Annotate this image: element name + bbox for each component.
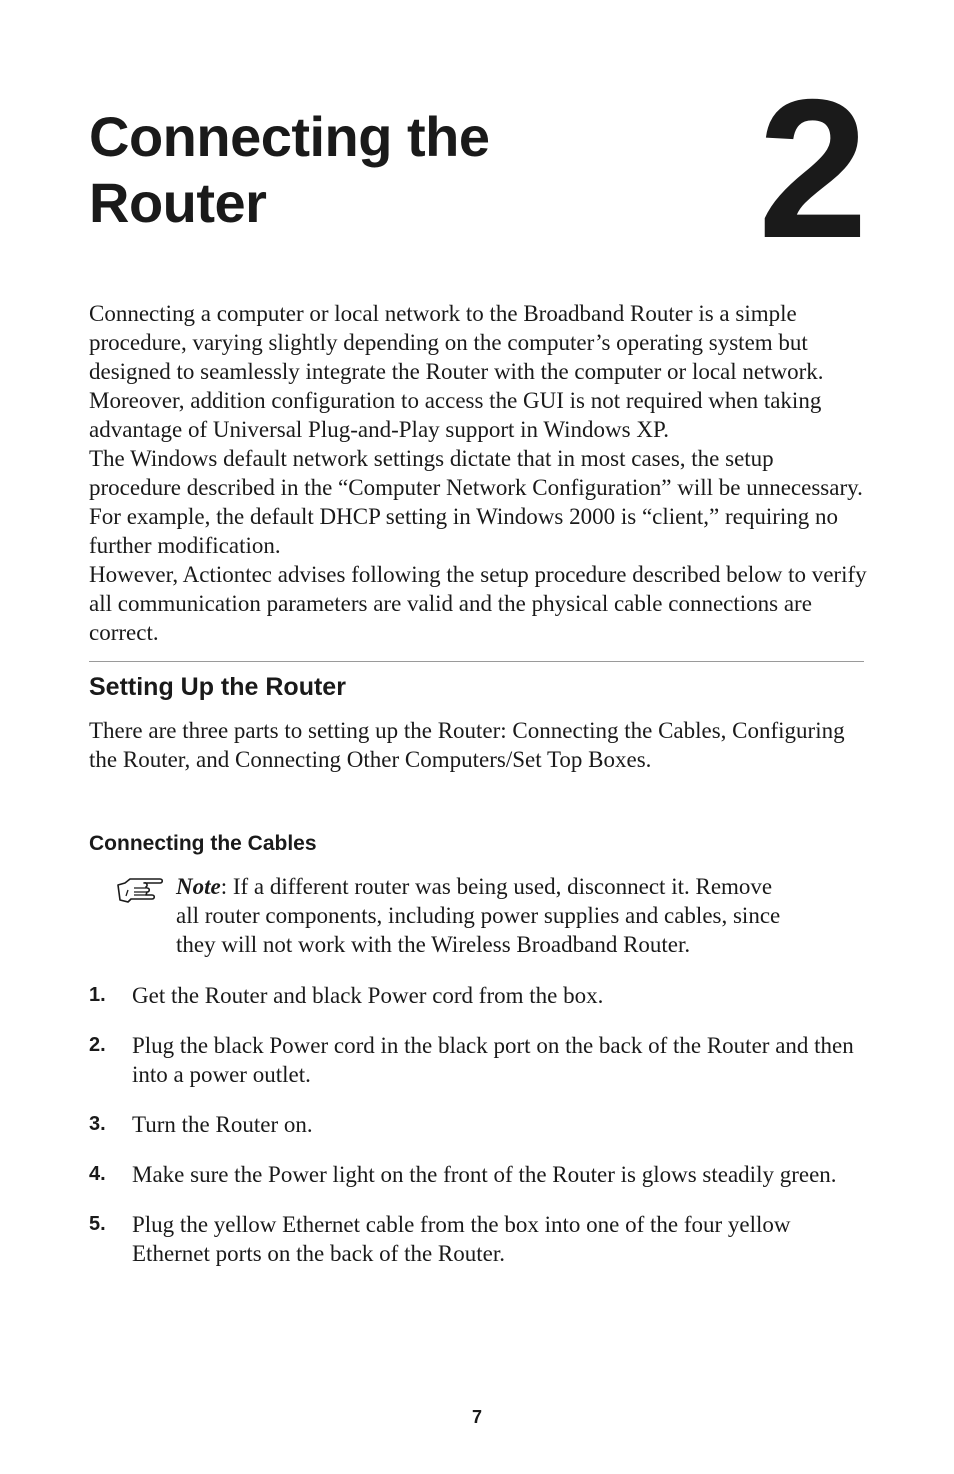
section-text: There are three parts to setting up the Router: Connecting the Cables, Configuring the Router, and Connecting Other Computers/Set Top Boxes. (89, 718, 845, 772)
section-heading: Setting Up the Router (89, 673, 346, 701)
subsection-heading: Connecting the Cables (89, 832, 317, 855)
step-number: 3. (89, 1113, 106, 1135)
intro-paragraph: The Windows default network settings dictate that in most cases, the setup procedure described in the “Computer Network Configuration” will be unnecessary. For example, the default DHCP setting in Windows 2000 is “client,” requiring no further modification. (89, 446, 863, 558)
list-item (89, 1160, 869, 1189)
page-number: 7 (471, 1407, 482, 1427)
note-label: Note (176, 874, 221, 899)
list-item (89, 1210, 869, 1268)
step-text: Make sure the Power light on the front of the Router is glows steadily green. (132, 1162, 837, 1187)
step-number: 2. (89, 1034, 106, 1056)
list-item (89, 1031, 869, 1089)
chapter-title-line-1: Connecting the (89, 105, 490, 168)
section-divider (89, 661, 864, 662)
intro-paragraph: Connecting a computer or local network to the Broadband Router is a simple procedure, varying slightly depending on the computer’s operating system but designed to seamlessly integrate the Router with the computer or local network. Moreover, addition configuration to access the GUI is not required when taking advantage of Universal Plug-and-Play support in Windows XP. (89, 301, 824, 442)
step-text: Plug the yellow Ethernet cable from the box into one of the four yellow Ethernet ports on the back of the Router. (132, 1212, 791, 1266)
intro-text (89, 299, 869, 647)
chapter-title (89, 104, 649, 236)
step-text: Plug the black Power cord in the black port on the back of the Router and then into a power outlet. (132, 1033, 854, 1087)
intro-paragraph: However, Actiontec advises following the setup procedure described below to verify all communication parameters are valid and the physical cable connections are correct. (89, 562, 867, 645)
steps-list (89, 981, 869, 1289)
step-text: Turn the Router on. (132, 1112, 313, 1137)
list-item (89, 1110, 869, 1139)
step-number: 5. (89, 1213, 106, 1235)
step-number: 1. (89, 984, 106, 1006)
chapter-title-line-2: Router (89, 171, 267, 234)
note-body: : If a different router was being used, disconnect it. Remove all router components, including power supplies and cables, since they will not work with the Wireless Broadband Router. (176, 874, 781, 957)
list-item (89, 981, 869, 1010)
step-number: 4. (89, 1163, 106, 1185)
step-text: Get the Router and black Power cord from the box. (132, 983, 604, 1008)
note-text (176, 872, 796, 959)
chapter-number: 2 (757, 58, 864, 279)
pointing-hand-icon (116, 878, 164, 906)
